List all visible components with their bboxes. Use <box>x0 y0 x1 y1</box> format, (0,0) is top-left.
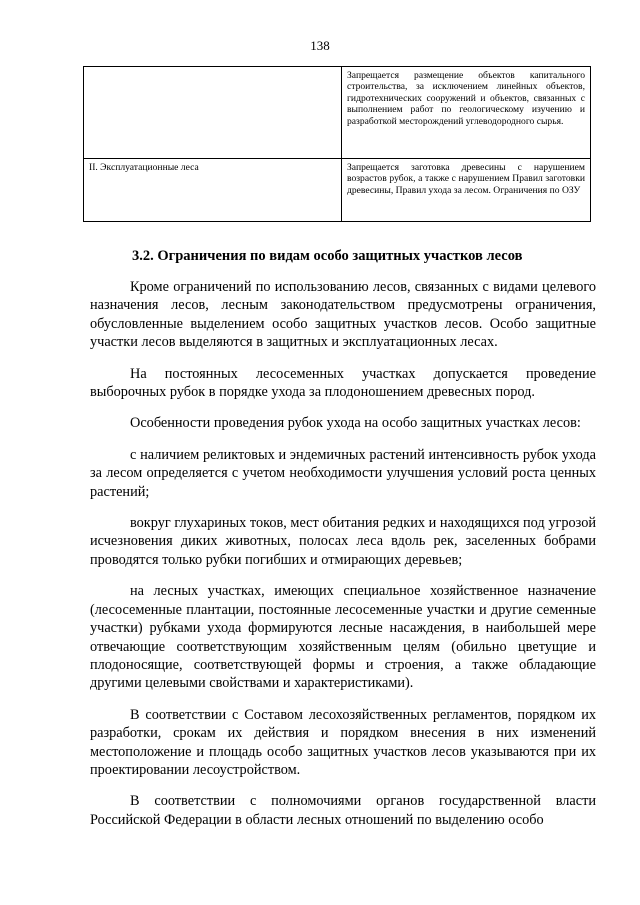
table-row <box>84 67 591 159</box>
section-heading: 3.2. Ограничения по видам особо защитных участков лесов <box>132 248 523 264</box>
paragraph: вокруг глухариных токов, мест обитания редких и находящихся под угрозой исчезновения диких животных, полосах леса вдоль рек, заселенных бобрами проводятся только рубки погибших и отмирающих деревьев; <box>90 515 596 568</box>
table-cell-restriction: Запрещается заготовка древесины с нарушением возрастов рубок, а также с нарушением Правил заготовки древесины, Правил ухода за лесом. Ограничения по ОЗУ <box>342 159 591 222</box>
restrictions-table <box>83 66 591 222</box>
table-cell-category: II. Эксплуатационные леса <box>84 159 342 222</box>
table-cell-restriction: Запрещается размещение объектов капитального строительства, за исключением линейных объектов, гидротехнических сооружений и объектов, связанных с выполнением работ по геологическому изучению и разработкой месторождений углеводородного сырья. <box>342 67 591 159</box>
table-row <box>84 159 591 222</box>
paragraph: на лесных участках, имеющих специальное хозяйственное назначение (лесосеменные плантации, постоянные лесосеменные участки и другие семенные участки) рубками ухода формируются лесные насаждения, в наибольшей мере отвечающие соответствующим хозяйственным целям (обильно цветущие и плодоносящие, соответствующей формы и строения, а также обладающие другими целевыми свойствами и характеристиками). <box>90 583 596 692</box>
paragraph: На постоянных лесосеменных участках допускается проведение выборочных рубок в порядке ухода за плодоношением древесных пород. <box>90 365 596 401</box>
paragraph: Особенности проведения рубок ухода на особо защитных участках лесов: <box>130 415 581 432</box>
paragraph: с наличием реликтовых и эндемичных растений интенсивность рубок ухода за лесом определяется с учетом необходимости улучшения условий роста ценных растений; <box>90 446 596 500</box>
page-number: 138 <box>310 38 330 53</box>
section-body <box>90 278 596 842</box>
paragraph: В соответствии с полномочиями органов государственной власти Российской Федерации в области лесных отношений по выделению особо <box>90 793 596 828</box>
paragraph: В соответствии с Составом лесохозяйственных регламентов, порядком их разработки, срокам их действия и порядком внесения в них изменений местоположение и площадь особо защитных участков лесов указываются при их проектировании лесоустройством. <box>90 706 596 778</box>
table-cell-category <box>84 67 342 159</box>
paragraph: Кроме ограничений по использованию лесов, связанных с видами целевого назначения лесов, лесным законодательством предусмотрены ограничения, обусловленные выделением особо защитных участков лесов. Особо защитные участки лесов выделяются в защитных и эксплуатационных лесах. <box>90 279 596 351</box>
